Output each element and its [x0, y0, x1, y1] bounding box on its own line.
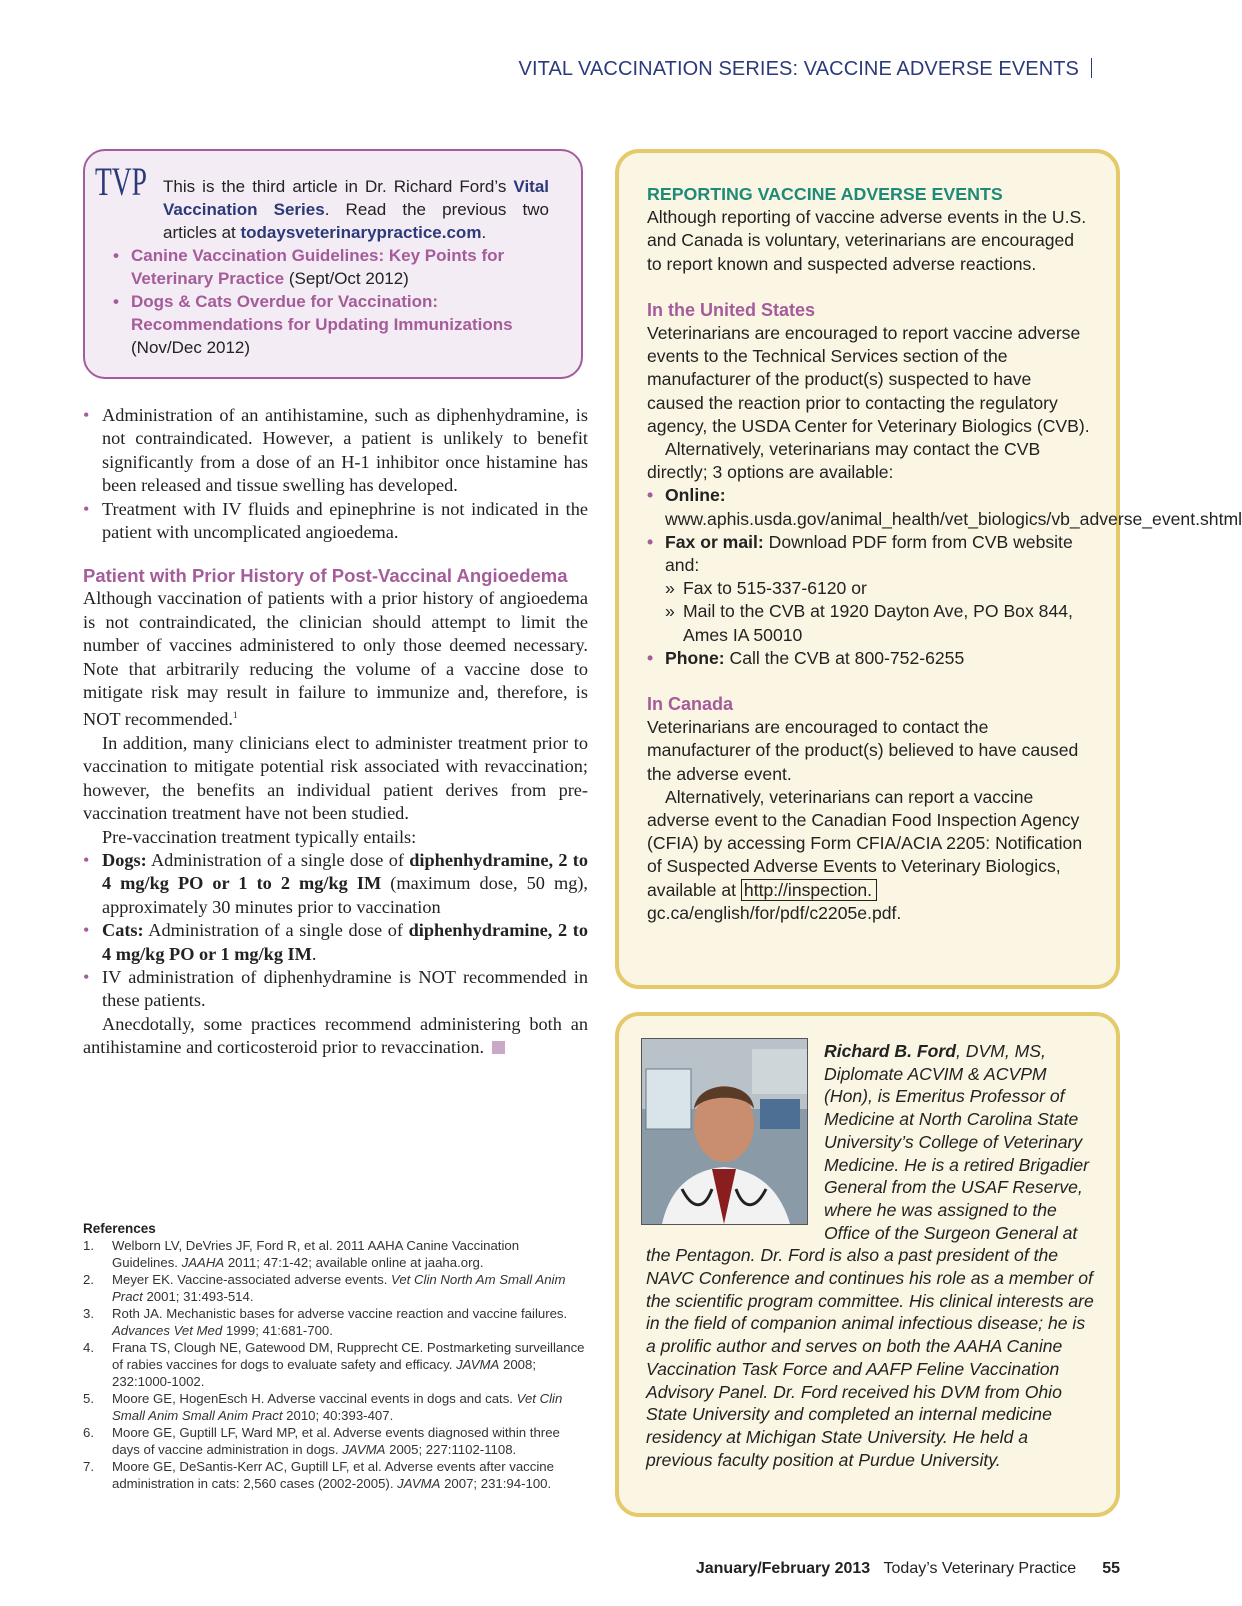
pretreatment-bullets — [83, 849, 588, 1013]
reference-item: 2. Meyer EK. Vaccine-associated adverse events. Vet Clin North Am Small Anim Pract 2001; 31:493-514. — [83, 1272, 566, 1304]
reporting-sidebar — [615, 149, 1242, 989]
cvb-options-list — [647, 484, 1242, 670]
author-bio-box — [615, 1012, 1120, 1517]
intro-sentence: This is the third article in Dr. Richard Ford’s Vital Vaccination Series. Read the previous two articles at todaysveterinarypractice.com. — [163, 177, 549, 242]
previous-articles-list — [113, 244, 549, 359]
reference-item: 1. Welborn LV, DeVries JF, Ford R, et al. 2011 AAHA Canine Vaccination Guidelines. JAAHA 2011; 47:1-42; available online at jaaha.org. — [83, 1238, 520, 1270]
article-title[interactable]: Dogs & Cats Overdue for Vaccination: Recommendations for Updating Immunizations — [131, 292, 513, 334]
reporting-content — [647, 183, 1242, 925]
list-item: » Mail to the CVB at 1920 Dayton Ave, PO Box 844, Ames IA 50010 — [683, 600, 1092, 646]
list-item: • Cats: Administration of a single dose of diphenhydramine, 2 to 4 mg/kg PO or 1 mg/kg IM. — [102, 919, 588, 966]
paragraph: In addition, many clinicians elect to administer treatment prior to vaccination to mitigate potential risk associated with revaccination; however, the benefits an individual patient derives from pre-vaccination treatment have not been studied. — [83, 732, 588, 824]
list-item: • IV administration of diphenhydramine is NOT recommended in these patients. — [102, 966, 588, 1013]
list-item: • Treatment with IV fluids and epinephrine is not indicated in the patient with uncomplicated angioedema. — [102, 498, 588, 545]
page-footer — [696, 1560, 1120, 1578]
paragraph: Alternatively, veterinarians may contact the CVB directly; 3 options are available: — [647, 439, 1041, 483]
references — [83, 1220, 588, 1492]
series-name: Vital Vaccination Series — [163, 177, 549, 219]
site-link[interactable]: todaysveterinarypractice.com — [240, 223, 482, 242]
author-bio-text: Richard B. Ford, DVM, MS, Diplomate ACVIM & ACVPM (Hon), is Emeritus Professor of Medicine at North Carolina State University’s College of Veterinary Medicine. He is a retired Brigadier General from the USAF Reserve, where he was assigned to the Office of the Surgeon General at the Pentagon. Dr. Ford is also a past president of the NAVC Conference and continues his role as a member of the scientific program committee. His clinical interests are in the field of companion animal infectious disease; he is a prolific author and serves on both the AAHA Canine Vaccination Task Force and AAFP Feline Vaccination Advisory Panel. Dr. Ford received his DVM from Ohio State University and completed an internal medicine residency at Michigan State University. He held a previous faculty position at Purdue University. — [646, 1041, 1094, 1470]
paragraph: Veterinarians are encouraged to contact the manufacturer of the product(s) believed to have caused the adverse event. — [647, 717, 1079, 784]
references-list — [83, 1237, 588, 1492]
paragraph: Veterinarians are encouraged to report vaccine adverse events to the Technical Services section of the manufacturer of the product(s) suspected to have caused the reaction prior to contacting the regulatory agency, the USDA Center for Veterinary Biologics (CVB). — [647, 323, 1090, 436]
reference-item: 4. Frana TS, Clough NE, Gatewood DM, Rupprecht CE. Postmarketing surveillance of rabies vaccines for dogs to evaluate safety and efficacy. JAVMA 2008; 232:1000-1002. — [83, 1340, 585, 1389]
issue-date: January/February 2013 — [695, 1560, 871, 1577]
header-divider — [1091, 58, 1092, 78]
fax-mail-sublist — [665, 577, 1092, 647]
header-title: VITAL VACCINATION SERIES: VACCINE ADVERSE EVENTS — [518, 58, 1079, 80]
list-item: • Phone: Call the CVB at 800-752-6255 — [665, 647, 1092, 670]
magazine-name: Today’s Veterinary Practice — [883, 1560, 1077, 1577]
list-item: » Fax to 515-337-6120 or — [683, 577, 1092, 600]
list-item: • Online: www.aphis.usda.gov/animal_health/vet_biologics/vb_adverse_event.shtml — [665, 484, 1092, 530]
paragraph: Anecdotally, some practices recommend administering both an antihistamine and corticosteroid prior to revaccination. — [83, 1013, 588, 1058]
list-item: • Dogs: Administration of a single dose of diphenhydramine, 2 to 4 mg/kg PO or 1 to 2 mg/kg IM (maximum dose, 50 mg), approximately 30 minutes prior to vaccination — [102, 849, 588, 919]
us-heading: In the United States — [647, 299, 816, 320]
references-title: References — [83, 1221, 156, 1236]
reference-item: 3. Roth JA. Mechanistic bases for adverse vaccine reaction and vaccine failures. Advances Vet Med 1999; 41:681-700. — [83, 1306, 568, 1338]
photo-spacer — [646, 1040, 824, 1224]
section-heading: Patient with Prior History of Post-Vaccinal Angioedema — [83, 565, 568, 587]
paragraph: Although vaccination of patients with a prior history of angioedema is not contraindicated, the clinician should attempt to limit the number of vaccines administered to only those deemed necessary. Note that arbitrarily reducing the volume of a vaccine dose to mitigate risk may result in failure to immunize and, therefore, is NOT recommended.$^1$ — [83, 588, 588, 730]
intro-text — [113, 175, 549, 359]
end-of-article-mark — [492, 1041, 505, 1054]
list-item: • Fax or mail: Download PDF form from CVB website and: » Fax to 515-337-6120 or » Mail to the CVB at 1920 Dayton Ave, PO Box 844, Ames IA 50010 — [665, 531, 1092, 647]
paragraph: Pre-vaccination treatment typically entails: — [102, 826, 417, 847]
author-name: Richard B. Ford — [824, 1041, 956, 1061]
cfia-link[interactable]: http://inspection. — [741, 879, 877, 901]
cvb-online-link[interactable]: www.aphis.usda.gov/animal_health/vet_biologics/vb_adverse_event.shtml — [665, 508, 1242, 529]
reference-item: 5. Moore GE, HogenEsch H. Adverse vaccinal events in dogs and cats. Vet Clin Small Anim Small Anim Pract 2010; 40:393-407. — [83, 1391, 563, 1423]
page-number: 55 — [1102, 1560, 1120, 1577]
list-item: • Canine Vaccination Guidelines: Key Points for Veterinary Practice (Sept/Oct 2012) — [131, 244, 549, 290]
article-title[interactable]: Canine Vaccination Guidelines: Key Points for Veterinary Practice — [131, 246, 505, 288]
angioedema-bullets — [83, 404, 588, 544]
main-article-text — [83, 404, 588, 1060]
cfia-link-cont[interactable]: gc.ca/english/for/pdf/c2205e.pdf. — [647, 902, 902, 923]
series-intro-box — [83, 149, 583, 379]
svg-text:TVP: TVP — [95, 159, 147, 204]
canada-heading: In Canada — [647, 694, 734, 715]
paragraph: Although reporting of vaccine adverse events in the U.S. and Canada is voluntary, veterinarians are encouraged to report known and suspected adverse reactions. — [647, 207, 1087, 274]
list-item: • Administration of an antihistamine, such as diphenhydramine, is not contraindicated. However, a patient is unlikely to benefit significantly from a dose of an H-1 inhibitor once histamine has been released and tissue swelling has developed. — [102, 404, 588, 498]
list-item: • Dogs & Cats Overdue for Vaccination: Recommendations for Updating Immunizations (Nov/Dec 2012) — [131, 290, 549, 359]
reference-item: 6. Moore GE, Guptill LF, Ward MP, et al. Adverse events diagnosed within three days of vaccine administration in dogs. JAVMA 2005; 227:1102-1108. — [83, 1425, 560, 1457]
running-header — [519, 58, 1092, 81]
paragraph: Alternatively, veterinarians can report a vaccine adverse event to the Canadian Food Inspection Agency (CFIA) by accessing Form CFIA/ACIA 2205: Notification of Suspected Adverse Events to Veterinary Biologics, available at http://inspection. gc.ca/english/for/pdf/c2205e.pdf. — [647, 786, 1083, 923]
reference-item: 7. Moore GE, DeSantis-Kerr AC, Guptill LF, et al. Adverse events after vaccine administration in cats: 2,560 cases (2002-2005). JAVMA 2007; 231:94-100. — [83, 1459, 554, 1491]
reporting-title: REPORTING VACCINE ADVERSE EVENTS — [647, 184, 1003, 204]
